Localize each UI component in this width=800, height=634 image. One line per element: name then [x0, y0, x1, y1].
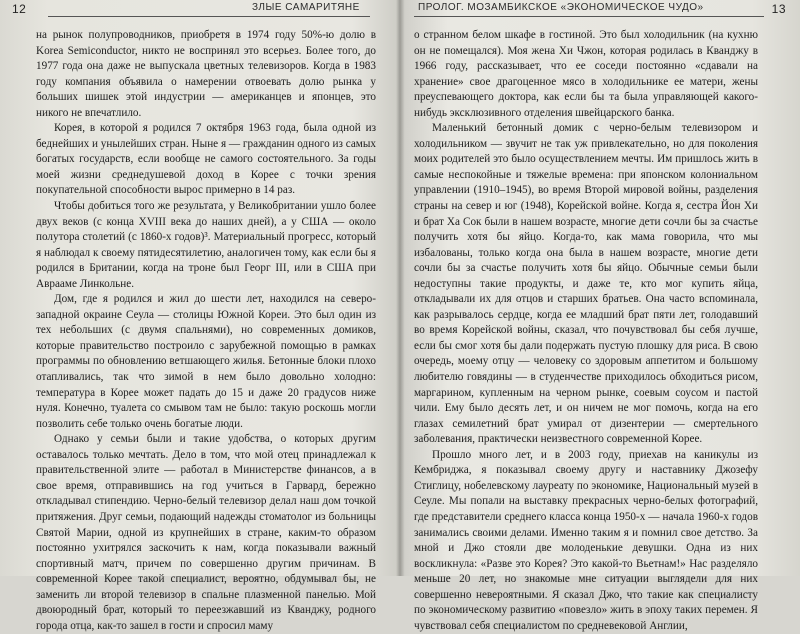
running-title: ЗЛЫЕ САМАРИТЯНЕ [252, 2, 360, 13]
paragraph: Прошло много лет, и в 2003 году, приехав на каникулы из Кембриджа, я показывал своему другу и наставнику Джозефу Стиглицу, нобелевскому лауреату по экономике, Национальный музей в Сеуле. Мы попали на выставку прекрасных черно-белых фотографий, где представители среднего класса конца 1950-х — начала 1960-х годов занимались своими делами. Именно таким я и помнил свое детство. За мной и Джо стояли две молоденькие девушки. Одна из них воскликнула: «Разве это Корея? Это какой-то Вьетнам!» Нас разделяло меньше 20 лет, но знакомые мне ситуации выглядели для них совершенно невероятными. Я сказал Джо, что такие как специалисту по экономическому развитию «повезло» жить в эпоху таких перемен. Я чувствовал себя специалистом по средневековой Англии, [414, 448, 758, 632]
left-page [0, 0, 400, 632]
left-page-header [12, 2, 370, 20]
paragraph: Маленький бетонный домик с черно-белым телевизором и холодильником — звучит не так уж привлекательно, но для поколения моих родителей это было осуществлением мечты. Им пришлось жить в самые неспокойные и тяжелые времена: при японском колониальном управлении (1910–1945), во время Второй мировой войны, разделения страны на север и юг (1948), Корейской войне. Когда я, сестра Йон Хи и брат Ха Сок были в нашем возрасте, многие дети сочли бы за счастье получить хотя бы яйцо. Когда-то, как мама говорила, что мы избалованы, только когда она была в нашем возрасте, многие дети сочли бы за счастье получить хотя бы яйцо. Обычные семьи были недоступны такие продукты, и даже те, кто мог купить яйца, откладывали их для отцов и старших братьев. Она часто вспоминала, как разрывалось сердце, когда ее младший брат пяти лет, голодавший во время Корейской войны, сказал, что почувствовал бы себя лучше, если бы смог хотя бы дали подержать пустую плошку для риса. В свою очередь, моему отцу — человеку со здоровым аппетитом и большому любителю говядины — в студенчестве приходилось обходиться рисом, маргарином, купленным на черном рынке, соевым соусом и пастой чили. Ему было десять лет, и он ничем не мог помочь, когда на его глазах семилетний брат умирал от дизентерии — смертельного заболевания, практически неизвестного современной Корее. [414, 122, 758, 446]
running-title: ПРОЛОГ. МОЗАМБИКСКОЕ «ЭКОНОМИЧЕСКОЕ ЧУДО» [418, 2, 704, 13]
right-page-header [414, 2, 786, 20]
header-rule [414, 16, 764, 17]
paragraph: на рынок полупроводников, приобретя в 1974 году 50%-ю долю в Korea Semiconductor, никто не воспринял это всерьез. Более того, до 1977 года она даже не выпускала цветных телевизоров. Когда в 1983 году компания объявила о намерении отвоевать долю рынка у больших шишек этой индустрии — американцев и японцев, это никого не впечатлило. [36, 29, 376, 119]
left-page-body [36, 28, 376, 634]
paragraph: Дом, где я родился и жил до шести лет, находился на северо-западной окраине Сеула — столицы Южной Кореи. Это был один из тех небольших (с двумя спальнями), но современных домиков, которые правительство построило с зарубежной помощью в рамках программы по обновлению ветшающего жилья. Бетонные блоки плохо отапливались, так что зимой в нем было довольно холодно: температура в Корее может падать до 15 и даже 20 градусов ниже нуля. Конечно, туалета со смывом там не было: такую роскошь могли позволить себе только очень богатые люди. [36, 293, 376, 430]
header-rule [48, 16, 370, 17]
page-number: 13 [771, 2, 786, 16]
paragraph: Корея, в которой я родился 7 октября 1963 года, была одной из беднейших и унылейших стран. Ныне я — гражданин одного из самых богатых государств, если вообще не самого состоятельного. За годы моей жизни среднедушевой доход в Корее с точки зрения покупательной способности вырос примерно в 14 раз. [36, 122, 376, 197]
right-page-body [414, 28, 758, 634]
right-page [400, 0, 800, 632]
page-number: 12 [12, 2, 27, 16]
paragraph: Чтобы добиться того же результата, у Великобритании ушло более двух веков (с конца XVIII века до наших дней), а у США — около полутора столетий (с 1860-х годов)³. Материальный прогресс, который я наблюдал к своему пятидесятилетию, аналогичен тому, как если бы я родился в Британии, когда на троне был Георг III, или в США при Аврааме Линкольне. [36, 200, 376, 290]
paragraph: Однако у семьи были и такие удобства, о которых другим оставалось только мечтать. Дело в том, что мой отец принадлежал к правительственной элите — работал в Министерстве финансов, а в свое время, отправившись на год учиться в Гарвард, бережно откладывал стипендию. Черно-белый телевизор делал наш дом точкой притяжения. Друг семьи, подающий надежды стоматолог из больницы Святой Марии, одной из крупнейших в стране, каким-то образом постоянно ухитрялся заскочить к нам, когда показывали важный спортивный матч, причем по совершенно другим причинам. В современной Корее такой специалист, вероятно, обдумывал бы, не заменить ли второй телевизор в спальне плазменной панелью. Мой двоюродный брат, который то переезжавший из Кванджу, родного города отца, как-то зашел в гости и спросил маму [36, 433, 376, 632]
paragraph: о странном белом шкафе в гостиной. Это был холодильник (на кухню он не помещался). Моя жена Хи Чжон, которая родилась в Кванджу в 1966 году, рассказывает, что ее соседи постоянно «сдавали на хранение» свое драгоценное мясо в холодильнике ее матери, жены преуспевающего доктора, как если бы та была управляющей какого-нибудь эксклюзивного отделения швейцарского банка. [414, 29, 758, 119]
